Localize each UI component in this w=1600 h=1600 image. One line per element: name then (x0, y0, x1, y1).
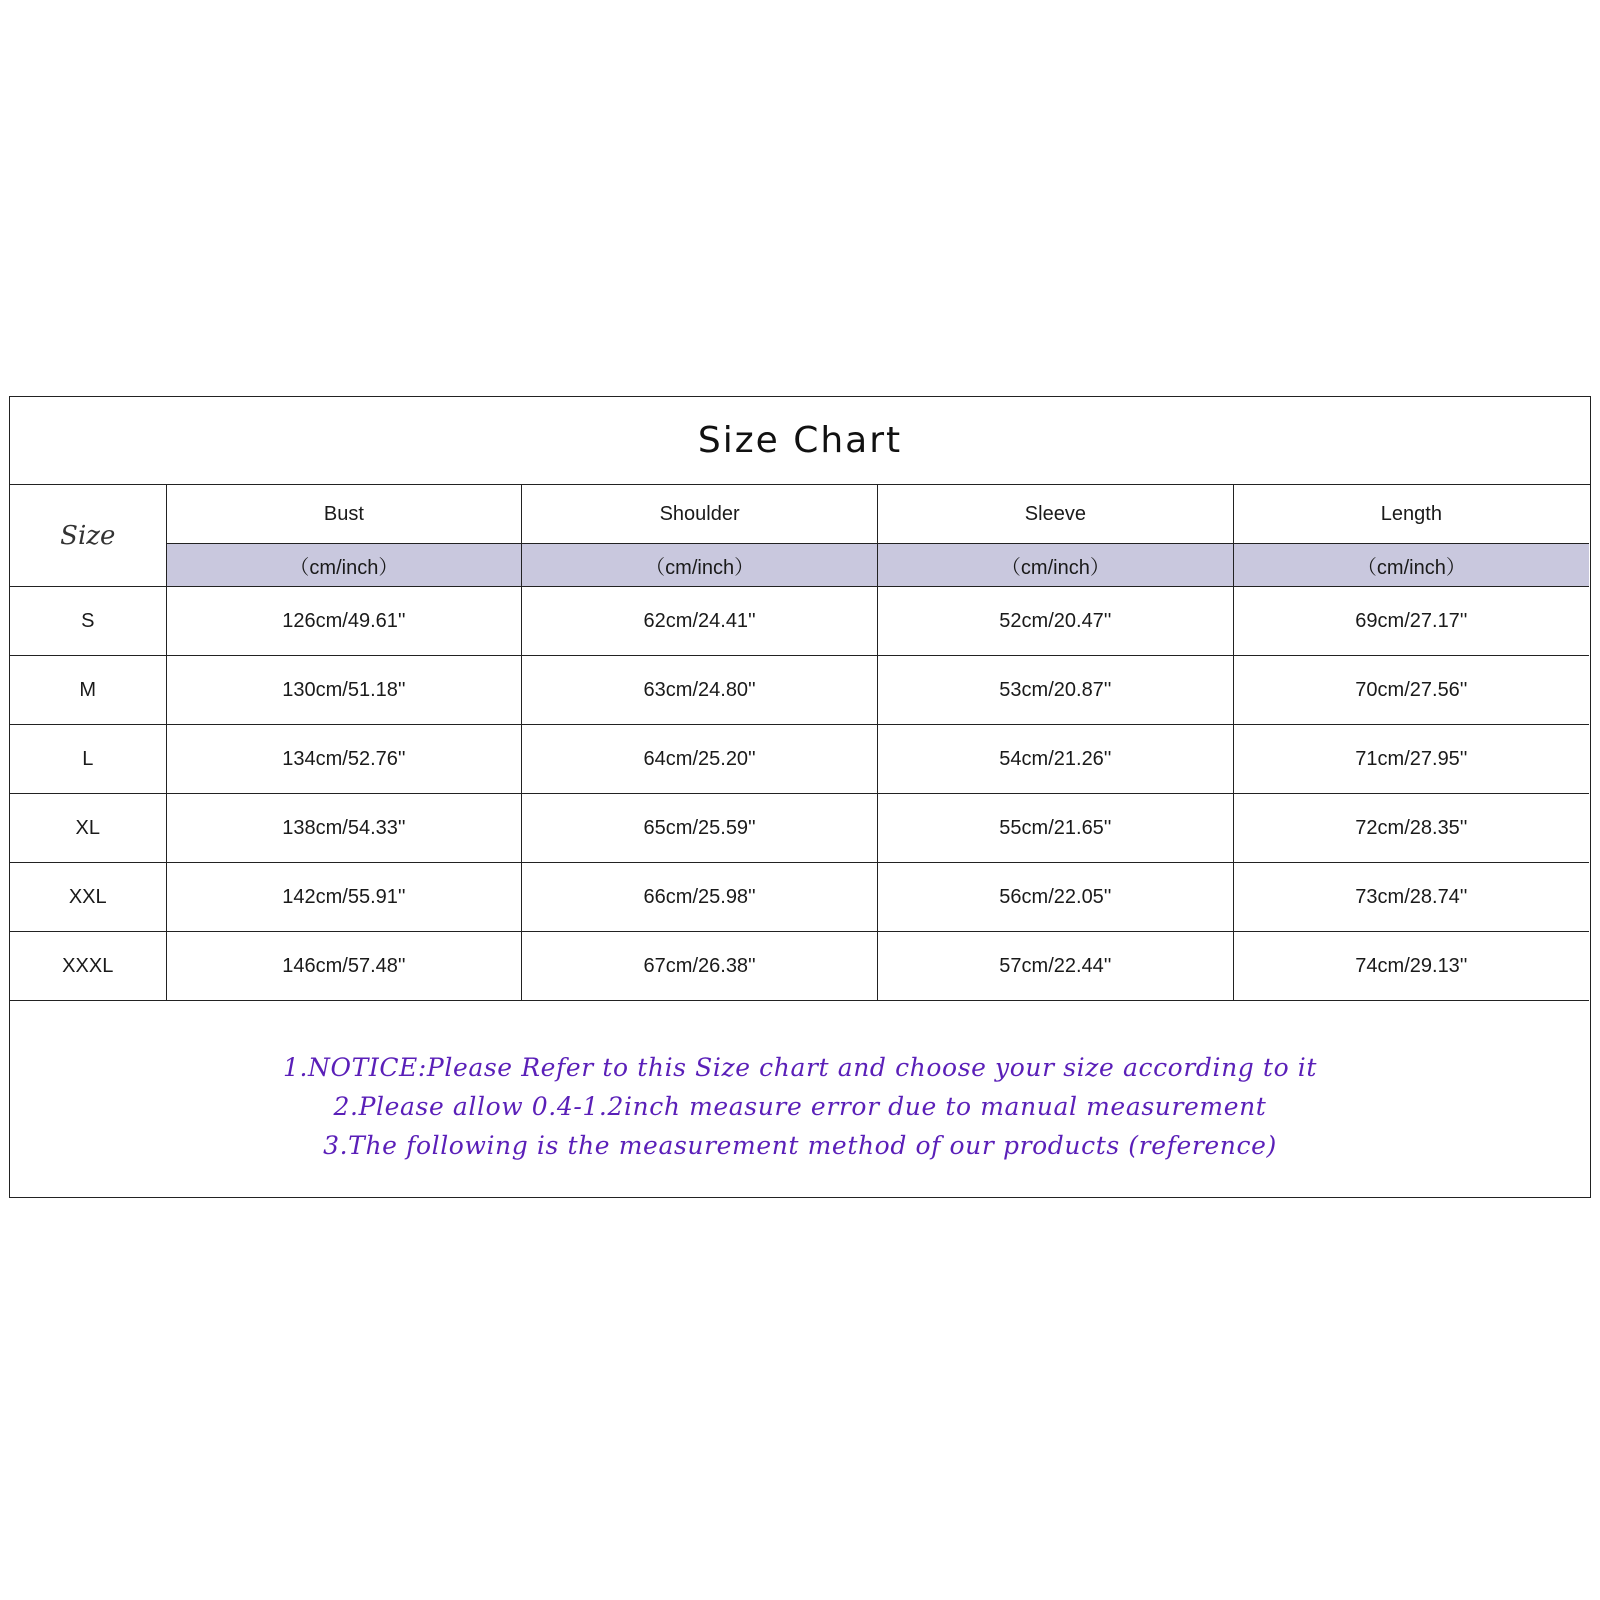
length-cell: 70cm/27.56'' (1233, 656, 1589, 725)
bust-cell: 142cm/55.91'' (166, 863, 522, 932)
sleeve-cell: 57cm/22.44'' (878, 932, 1234, 1001)
unit-shoulder: （cm/inch） (522, 544, 878, 587)
size-cell: XXXL (10, 932, 166, 1001)
shoulder-cell: 66cm/25.98'' (522, 863, 878, 932)
unit-bust: （cm/inch） (166, 544, 522, 587)
size-column-header: Size (10, 485, 166, 587)
size-cell: S (10, 587, 166, 656)
column-header-sleeve: Sleeve (878, 485, 1234, 544)
sleeve-cell: 54cm/21.26'' (878, 725, 1234, 794)
shoulder-cell: 62cm/24.41'' (522, 587, 878, 656)
bust-cell: 146cm/57.48'' (166, 932, 522, 1001)
note-line: 1.NOTICE:Please Refer to this Size chart and choose your size according to it (282, 1052, 1318, 1082)
size-table (10, 485, 1589, 1001)
bust-cell: 130cm/51.18'' (166, 656, 522, 725)
column-header-bust: Bust (166, 485, 522, 544)
header-row (10, 485, 1589, 544)
note-line: 3.The following is the measurement method of our products (reference) (323, 1130, 1277, 1160)
length-cell: 74cm/29.13'' (1233, 932, 1589, 1001)
table-row (10, 932, 1589, 1001)
column-header-shoulder: Shoulder (522, 485, 878, 544)
table-row (10, 863, 1589, 932)
table-row (10, 587, 1589, 656)
length-cell: 73cm/28.74'' (1233, 863, 1589, 932)
unit-sleeve: （cm/inch） (878, 544, 1234, 587)
shoulder-cell: 64cm/25.20'' (522, 725, 878, 794)
shoulder-cell: 63cm/24.80'' (522, 656, 878, 725)
bust-cell: 138cm/54.33'' (166, 794, 522, 863)
table-row (10, 656, 1589, 725)
shoulder-cell: 67cm/26.38'' (522, 932, 878, 1001)
size-chart (9, 396, 1591, 1198)
size-cell: XL (10, 794, 166, 863)
column-header-length: Length (1233, 485, 1589, 544)
table-row (10, 794, 1589, 863)
length-cell: 71cm/27.95'' (1233, 725, 1589, 794)
sleeve-cell: 52cm/20.47'' (878, 587, 1234, 656)
note-line: 2.Please allow 0.4-1.2inch measure error due to manual measurement (333, 1091, 1267, 1121)
bust-cell: 134cm/52.76'' (166, 725, 522, 794)
sleeve-cell: 56cm/22.05'' (878, 863, 1234, 932)
table-row (10, 725, 1589, 794)
bust-cell: 126cm/49.61'' (166, 587, 522, 656)
notes-section (10, 1013, 1590, 1199)
shoulder-cell: 65cm/25.59'' (522, 794, 878, 863)
length-cell: 72cm/28.35'' (1233, 794, 1589, 863)
sleeve-cell: 53cm/20.87'' (878, 656, 1234, 725)
chart-title: Size Chart (697, 420, 903, 461)
title-row (10, 397, 1590, 485)
size-cell: M (10, 656, 166, 725)
size-cell: XXL (10, 863, 166, 932)
size-cell: L (10, 725, 166, 794)
unit-row (10, 544, 1589, 587)
length-cell: 69cm/27.17'' (1233, 587, 1589, 656)
sleeve-cell: 55cm/21.65'' (878, 794, 1234, 863)
unit-length: （cm/inch） (1233, 544, 1589, 587)
